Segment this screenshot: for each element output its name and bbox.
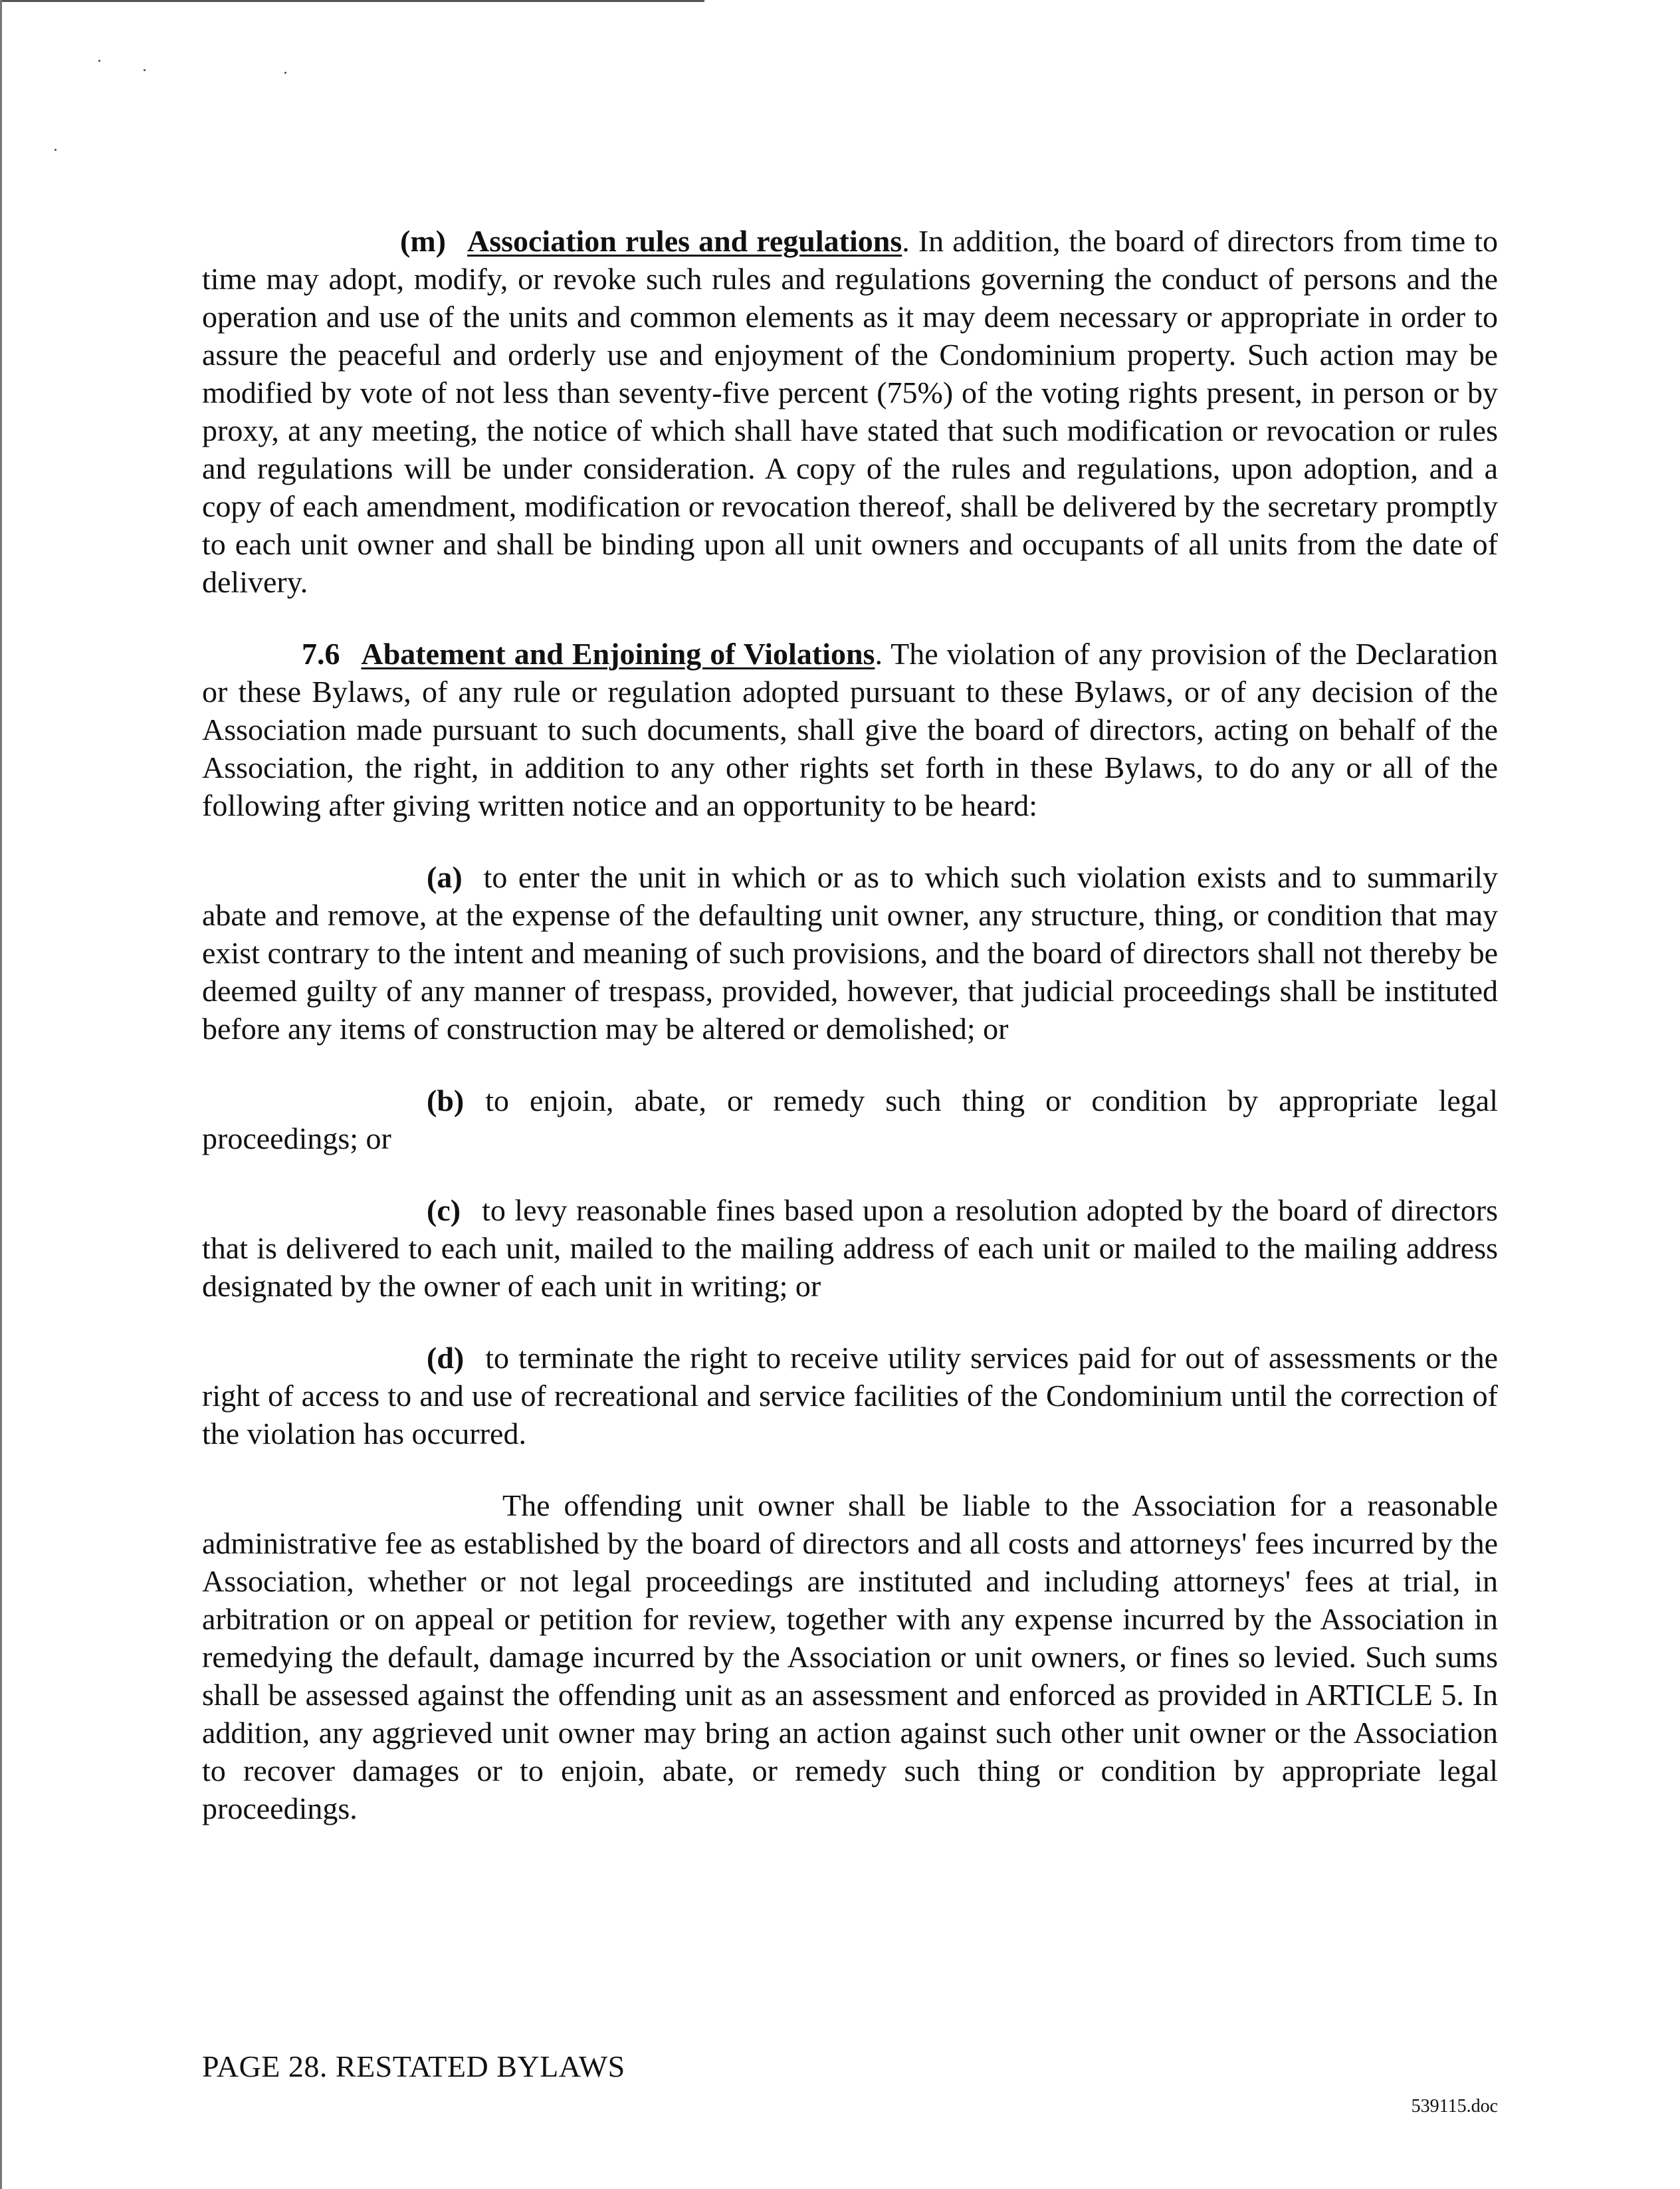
subparagraph-marker: (c) [427,1193,461,1227]
page-footer-label: PAGE 28. RESTATED BYLAWS [202,2049,625,2083]
paragraph-marker: (m) [400,224,446,258]
scan-speck [284,72,286,74]
scan-speck [54,149,56,151]
subparagraph-a [202,858,1498,1048]
scan-speck [98,60,100,62]
scan-edge-left [0,0,2,2189]
section-7-6-abatement [202,635,1498,824]
paragraph-offending-owner-liability [202,1486,1498,1827]
section-number: 7.6 [302,637,340,671]
subparagraph-marker: (d) [427,1341,465,1375]
scan-speck [144,69,146,71]
paragraph-text: In addition, the board of directors from time to time may adopt, modify, or revoke such rules and regulations governing the conduct of persons and the operation and use of the units and common elements as it may deem necessary or appropriate in order to assure the peaceful and orderly use and enjoyment of the Condominium property. Such action may be modified by vote of not less than seventy-five percent (75%) of the voting rights present, in person or by proxy, at any meeting, the notice of which shall have stated that such modification or revocation or rules and regulations will be under consideration. A copy of the rules and regulations, upon adoption, and a copy of each amendment, modification or revocation thereof, shall be delivered by the secretary promptly to each unit owner and shall be binding upon all unit owners and occupants of all units from the date of delivery. [202,224,1498,599]
subparagraph-d [202,1339,1498,1452]
subparagraph-text: to terminate the right to receive utility services paid for out of assessments or the right of access to and use of recreational and service facilities of the Condominium until the correction of the violation has occurred. [202,1341,1498,1450]
subparagraph-c [202,1191,1498,1305]
section-heading: Abatement and Enjoining of Violations [361,637,875,671]
paragraph-m-rules-and-regulations [202,222,1498,601]
section-text: The violation of any provision of the Declaration or these Bylaws, of any rule or regulation adopted pursuant to these Bylaws, or of any decision of the Association made pursuant to such documents, shall give the board of directors, acting on behalf of the Association, the right, in addition to any other rights set forth in these Bylaws, to do any or all of the following after giving written notice and an opportunity to be heard: [202,637,1498,822]
heading-period: . [875,637,883,671]
document-file-name: 539115.doc [1411,2096,1498,2117]
subparagraph-text: to enjoin, abate, or remedy such thing or condition by appropriate legal proceedings; or [202,1084,1498,1155]
paragraph-text: The offending unit owner shall be liable to the Association for a reasonable administrative fee as established by the board of directors and all costs and attorneys' fees incurred by the Association, whether or not legal proceedings are instituted and including attorneys' fees at trial, in arbitration or on appeal or petition for review, together with any expense incurred by the Association in remedying the default, damage incurred by the Association or unit owners, or fines so levied. Such sums shall be assessed against the offending unit as an assessment and enforced as provided in ARTICLE 5. In addition, any aggrieved unit owner may bring an action against such other unit owner or the Association to recover damages or to enjoin, abate, or remedy such thing or condition by appropriate legal proceedings. [202,1488,1498,1825]
heading-period: . [902,224,910,258]
paragraph-heading: Association rules and regulations [467,224,902,258]
subparagraph-text: to levy reasonable fines based upon a resolution adopted by the board of directors that is delivered to each unit, mailed to the mailing address of each unit or mailed to the mailing address designated by the owner of each unit in writing; or [202,1193,1498,1303]
subparagraph-marker: (a) [427,860,463,894]
scan-edge-top [0,0,704,2]
subparagraph-b [202,1082,1498,1157]
subparagraph-text: to enter the unit in which or as to which such violation exists and to summarily abate and remove, at the expense of the defaulting unit owner, any structure, thing, or condition that may exist contrary to the intent and meaning of such provisions, and the board of directors shall not thereby be deemed guilty of any manner of trespass, provided, however, that judicial proceedings shall be instituted before any items of construction may be altered or demolished; or [202,860,1498,1046]
document-body [202,222,1498,1827]
subparagraph-marker: (b) [427,1084,465,1117]
